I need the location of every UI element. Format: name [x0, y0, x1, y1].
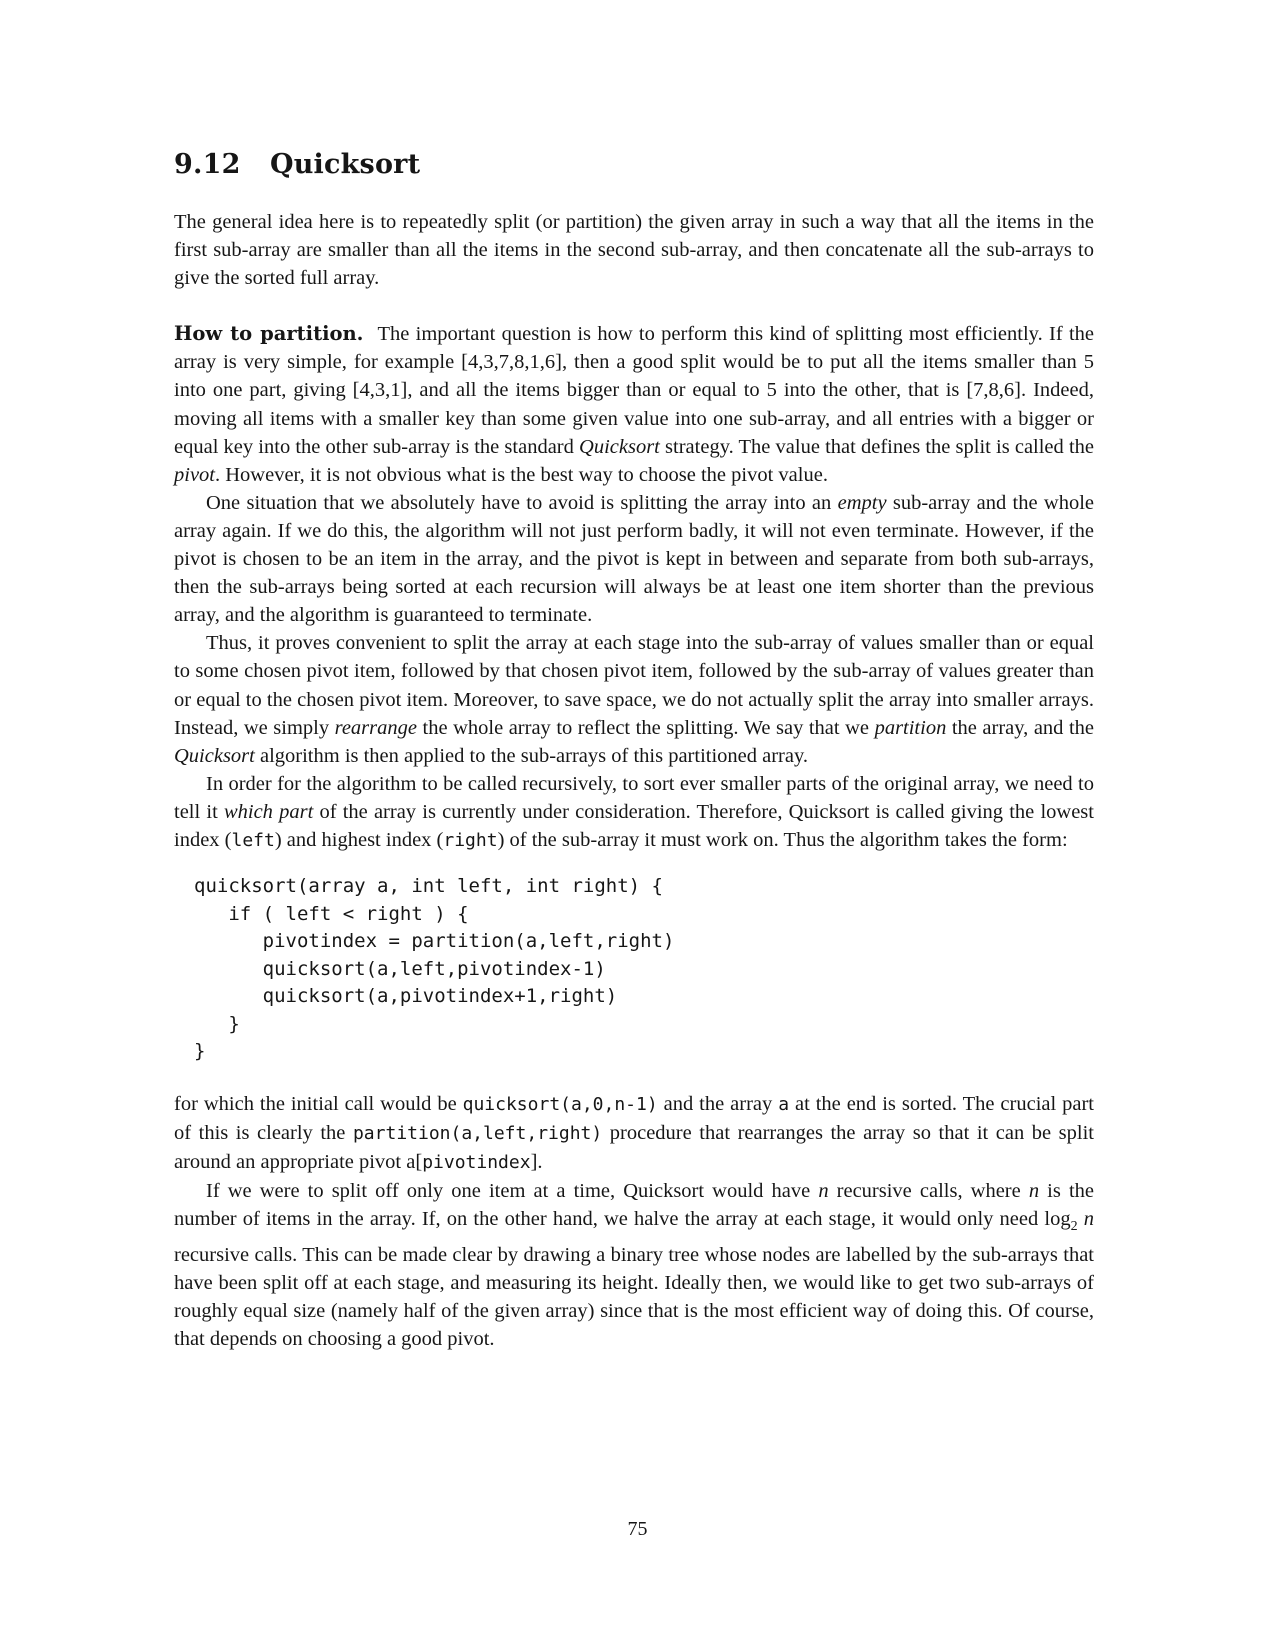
paragraph-text: of the array is currently under consideration. Therefore, Quicksort is called giving the lowest index ( — [174, 800, 1094, 851]
inline-code: right — [443, 829, 498, 851]
emphasis: empty — [837, 491, 887, 514]
math-variable: n — [818, 1179, 829, 1202]
section-title: Quicksort — [270, 149, 421, 180]
section-number: 9.12 — [174, 149, 241, 180]
paragraph-text: ]. — [530, 1150, 543, 1173]
paragraph-text: Thus, it proves convenient to split the array at each stage into the sub-array of values smaller than or equal to some chosen pivot item, followed by that chosen pivot item, followed by the sub-array of values greater than or equal to the chosen pivot item. Moreover, to save space, we do not actually split the array into smaller arrays. Instead, we simply — [174, 632, 1094, 739]
inline-code: a — [778, 1093, 790, 1115]
inline-code: partition(a,left,right) — [352, 1122, 603, 1144]
paragraph-text: and the array — [657, 1092, 779, 1115]
page-content — [174, 148, 1094, 1354]
inline-code: quicksort(a,0,n-1) — [462, 1093, 658, 1115]
paragraph-text: the array, and the — [946, 716, 1094, 739]
paragraph-text: algorithm is then applied to the sub-arrays of this partitioned array. — [254, 744, 809, 767]
code-line: } — [194, 1040, 206, 1063]
page-number: 75 — [627, 1518, 648, 1540]
paragraph-text: procedure that rearranges the array so that it can be split around an appropriate pivot a[ — [174, 1121, 1094, 1173]
emphasis: which part — [223, 800, 314, 823]
paragraph-text: One situation that we absolutely have to avoid is splitting the array into an — [206, 491, 838, 514]
paragraph-text: If we were to split off only one item at a time, Quicksort would have — [206, 1179, 819, 1202]
paragraph-recursive-calls — [174, 1177, 1094, 1354]
paragraph-how-to-partition — [174, 320, 1094, 489]
inline-code: left — [231, 829, 275, 851]
math-variable: n — [1028, 1179, 1040, 1202]
inline-code: pivotindex — [422, 1151, 531, 1173]
paragraph-text: the whole array to reflect the splitting. We say that we — [416, 716, 875, 739]
paragraph-text: for which the initial call would be — [174, 1092, 463, 1115]
code-line: quicksort(a,left,pivotindex-1) — [194, 957, 606, 980]
emphasis: pivot — [174, 463, 215, 486]
code-line: } — [194, 1012, 240, 1035]
code-line: pivotindex = partition(a,left,right) — [194, 930, 675, 953]
paragraph-text: ) of the sub-array it must work on. Thus the algorithm takes the form: — [497, 828, 1068, 851]
emphasis: rearrange — [334, 716, 417, 739]
paragraph-split-convenient — [174, 629, 1094, 769]
subscript: 2 — [1070, 1219, 1078, 1235]
section-heading — [174, 148, 1094, 182]
paragraph-text: The general idea here is to repeatedly split (or partition) the given array in such a way that all the items in the first sub-array are smaller than all the items in the second sub-array, and then concatenate all the sub-arrays to give the sorted full array. — [174, 211, 1094, 290]
paragraph-text: In order for the algorithm to be called recursively, to sort ever smaller parts of the original array, we need to tell it — [174, 772, 1094, 823]
paragraph-empty-subarray — [174, 489, 1094, 629]
code-line: quicksort(a,pivotindex+1,right) — [194, 985, 618, 1008]
run-in-heading: How to partition. — [174, 322, 364, 346]
paragraph-text: The important question is how to perform this kind of splitting most efficiently. If the array is very simple, for example [4,3,7,8,1,6], then a good split would be to put all the items smaller than 5 into one part, giving [4,3,1], and all the items bigger than or equal to 5 into the other, that is [7,8,6]. Indeed, moving all items with a smaller key than some given value into one sub-array, and all entries with a bigger or equal key into the other sub-array is the standard — [174, 323, 1094, 458]
paragraph-text: sub-array and the whole array again. If we do this, the algorithm will not just perform badly, it will not even terminate. However, if the pivot is chosen to be an item in the array, and the pivot is kept in between and separate from both sub-arrays, then the sub-arrays being sorted at each recursion will always be at least one item shorter than the previous array, and the algorithm is guaranteed to terminate. — [174, 491, 1094, 627]
paragraph-recursion — [174, 770, 1094, 855]
paragraph-initial-call — [174, 1090, 1094, 1177]
code-line: quicksort(array a, int left, int right) { — [194, 875, 663, 898]
paragraph-text: recursive calls. This can be made clear by drawing a binary tree whose nodes are labelled by the sub-arrays that have been split off at each stage, and measuring its height. Ideally then, we would like to get two sub-arrays of roughly equal size (namely half of the given array) since that is the most efficient way of doing this. Of course, that depends on choosing a good pivot. — [174, 1244, 1094, 1351]
emphasis: Quicksort — [579, 435, 660, 458]
paragraph-text: is the number of items in the array. If, on the other hand, we halve the array at each stage, it would only need log — [174, 1179, 1094, 1230]
paragraph-text: at the end is sorted. The crucial part of this is clearly the — [174, 1092, 1095, 1144]
code-line: if ( left < right ) { — [194, 902, 469, 925]
paragraph-text: ) and highest index ( — [274, 828, 444, 851]
paragraph-intro — [174, 208, 1094, 292]
code-block — [194, 873, 1094, 1066]
emphasis: Quicksort — [174, 744, 255, 767]
math-variable: n — [1083, 1207, 1094, 1230]
paragraph-text: strategy. The value that defines the split is called the — [659, 435, 1094, 458]
paragraph-text: recursive calls, where — [828, 1179, 1029, 1202]
paragraph-text: . However, it is not obvious what is the best way to choose the pivot value. — [215, 463, 828, 486]
emphasis: partition — [874, 716, 947, 739]
